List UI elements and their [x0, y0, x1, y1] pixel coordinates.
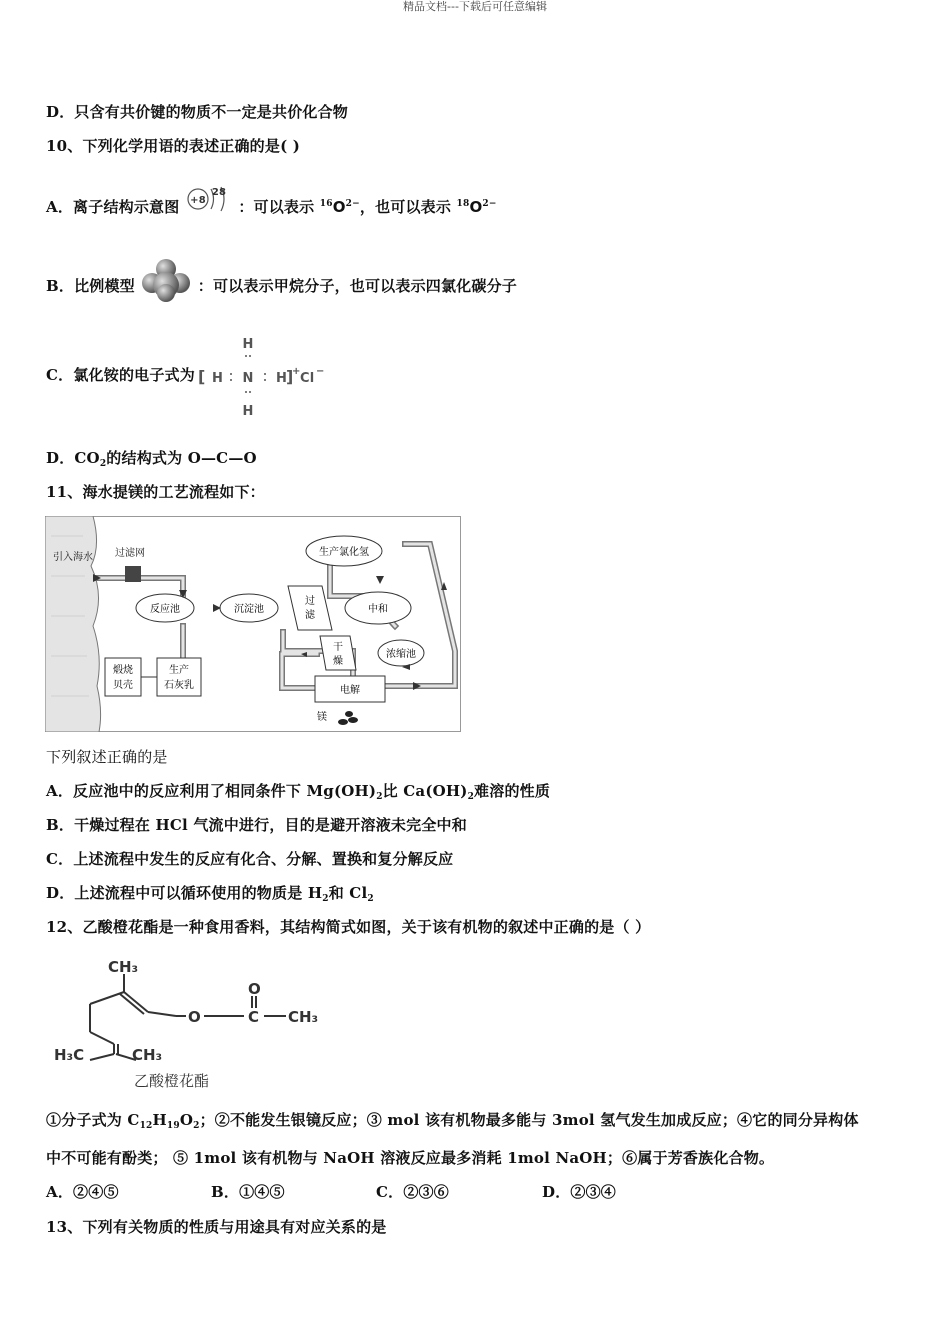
ion-o-1: O: [332, 198, 346, 216]
cl2-subscript: 2: [367, 894, 374, 904]
q12-option-b: B．①④⑤: [211, 1183, 285, 1201]
q11-a-1: A．反应池中的反应利用了相同条件下 Mg(OH): [46, 782, 377, 800]
mass-number-16: 16: [319, 199, 333, 209]
q11-option-d: [46, 883, 374, 909]
struct-o-carbonyl: O: [248, 980, 261, 998]
lewis-h-left: H: [212, 371, 224, 386]
q10-d-label: D．CO: [46, 449, 100, 467]
flow-calcine-1: 煅烧: [113, 665, 133, 676]
ammonium-chloride-lewis-structure: [198, 334, 338, 418]
q9-option-d: D．只含有共价键的物质不一定是共价化合物: [46, 103, 349, 121]
co2-subscript: 2: [99, 459, 107, 469]
o2-subscript: 2: [193, 1121, 200, 1131]
page-header: 精品文档---下载后可任意编辑: [403, 0, 547, 13]
lewis-left-bracket: [: [198, 367, 206, 386]
geranyl-acetate-structure: [48, 952, 348, 1092]
lewis-h-top: H: [242, 337, 254, 352]
q10-option-a: [46, 186, 497, 225]
flow-dry-1: 干: [333, 642, 343, 653]
q12-s1-b: ；②不能发生银镜反应；③ mol 该有机物最多能与 3mol 氢气发生加成反应；④它的同分异构体: [199, 1111, 859, 1129]
struct-caption: 乙酸橙花酯: [134, 1072, 210, 1090]
lewis-n: N: [242, 371, 254, 386]
q10-a-text1: ：可以表示: [238, 198, 320, 216]
q10-option-d: [46, 448, 257, 474]
struct-h3c: H₃C: [54, 1046, 85, 1064]
q12-option-a: A．②④⑤: [46, 1183, 119, 1201]
q10-b-label: B．比例模型: [46, 277, 135, 295]
q12-statement-line-2: 中不可能有酚类； ⑤ 1mol 该有机物与 NaOH 溶液反应最多消耗 1mol NaOH；⑥属于芳香族化合物。: [46, 1149, 775, 1167]
c12-subscript: 12: [139, 1121, 153, 1131]
flow-calcine-2: 贝壳: [113, 680, 133, 691]
ion-o-2: O: [469, 198, 483, 216]
q10-option-c: [46, 334, 338, 418]
q10-b-text: ：可以表示甲烷分子，也可以表示四氯化碳分子: [197, 277, 517, 295]
q12-s1-a: ①分子式为 C: [46, 1111, 140, 1129]
q11-d-2: 和 Cl: [328, 884, 368, 902]
q12-stem: 12、乙酸橙花酯是一种食用香料，其结构简式如图，关于该有机物的叙述中正确的是（ ）: [46, 918, 651, 936]
q11-a-3: 难溶的性质: [474, 782, 551, 800]
struct-ch3-bottom: CH₃: [132, 1046, 163, 1064]
space-filling-model-icon: [140, 257, 192, 303]
h2-subscript: 2: [322, 894, 329, 904]
flow-seawater: 引入海水: [53, 552, 93, 563]
ion-charge-2: 2−: [482, 199, 497, 209]
flow-lime-1: 生产: [169, 665, 189, 676]
flow-electrolysis: 电解: [340, 685, 360, 696]
q11-option-a: [46, 781, 550, 807]
electron-shells: 28: [211, 187, 227, 198]
q11-a-2: 比 Ca(OH): [382, 782, 468, 800]
q10-c-label: C．氯化铵的电子式为: [46, 366, 195, 384]
flow-settler: 沉淀池: [234, 604, 264, 615]
flow-neutralize: 中和: [368, 604, 388, 615]
q11-option-c: C．上述流程中发生的反应有化合、分解、置换和复分解反应: [46, 850, 454, 868]
flow-mg: 镁: [317, 712, 327, 723]
flow-lime-2: 石灰乳: [164, 680, 194, 691]
mass-number-18: 18: [456, 199, 470, 209]
q12-options: [46, 1182, 666, 1202]
q10-d-text: 的结构式为 O—C—O: [106, 449, 257, 467]
struct-ch3-top: CH₃: [108, 958, 139, 976]
q11-stem: 11、海水提镁的工艺流程如下：: [46, 483, 265, 501]
ion-charge-1: 2−: [345, 199, 360, 209]
lewis-cation-charge: +: [292, 366, 301, 377]
lewis-right-bracket: ]: [286, 367, 294, 386]
h19-subscript: 19: [166, 1121, 180, 1131]
q12-option-c: C．②③⑥: [376, 1183, 449, 1201]
seawater-magnesium-flowchart: [45, 516, 461, 732]
flow-dry-2: 燥: [333, 656, 343, 667]
nucleus-charge: +8: [190, 195, 206, 206]
q11-option-b: B．干燥过程在 HCl 气流中进行，目的是避开溶液未完全中和: [46, 816, 467, 834]
flow-filtration-2: 滤: [305, 610, 315, 621]
q12-option-d: D．②③④: [542, 1183, 617, 1201]
lewis-cl: Cl: [300, 371, 315, 386]
q10-stem: 10、下列化学用语的表述正确的是( ): [46, 137, 301, 155]
q10-a-label: A．离子结构示意图: [46, 198, 180, 216]
q13-stem: 13、下列有关物质的性质与用途具有对应关系的是: [46, 1218, 387, 1236]
lewis-h-bottom: H: [242, 404, 254, 418]
caoh2-subscript: 2: [467, 792, 475, 802]
lewis-anion-charge: −: [316, 366, 325, 377]
struct-o-ester: O: [188, 1008, 201, 1026]
struct-ch3-right: CH₃: [288, 1008, 319, 1026]
mgoh2-subscript: 2: [376, 792, 383, 802]
q10-option-b: [46, 256, 517, 316]
flow-filter: 过滤网: [115, 548, 145, 559]
flow-concentrate: 浓缩池: [386, 649, 416, 660]
struct-c: C: [248, 1008, 260, 1026]
flow-filtration-1: 过: [305, 596, 315, 607]
ion-structure-diagram: [185, 184, 233, 218]
q11-prompt: 下列叙述正确的是: [46, 748, 168, 766]
q12-s1-h: H: [152, 1111, 167, 1129]
q11-d-1: D．上述流程中可以循环使用的物质是 H: [46, 884, 323, 902]
lewis-h-right: H: [276, 371, 288, 386]
flow-reactor: 反应池: [150, 604, 180, 615]
flow-hcl: 生产氯化氢: [319, 547, 369, 558]
q12-statement-line-1: [46, 1110, 859, 1136]
q10-a-text2: ，也可以表示: [359, 198, 457, 216]
q12-s1-o: O: [179, 1111, 194, 1129]
